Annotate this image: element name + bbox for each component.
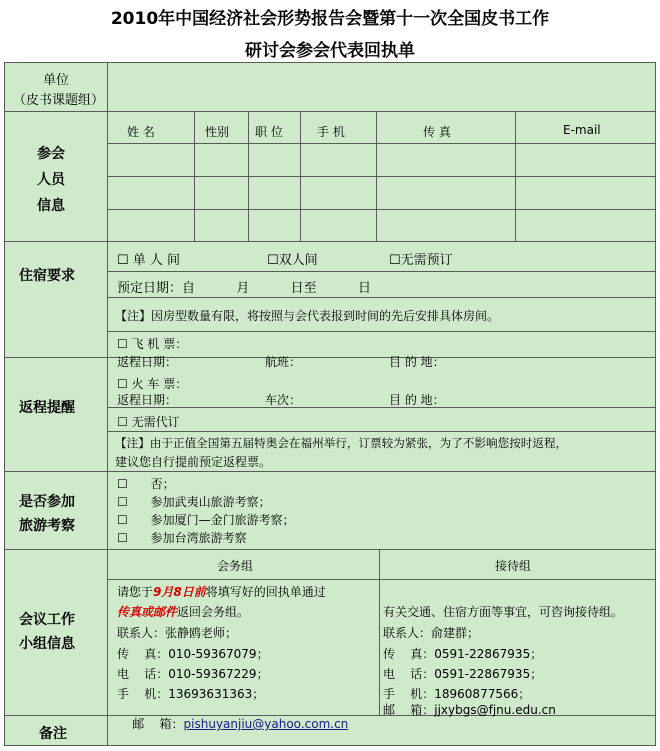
divider bbox=[5, 471, 655, 472]
tour-label-1: 是否参加 bbox=[19, 494, 75, 510]
affairs-return: 返回会务组。 bbox=[177, 605, 250, 619]
train-return-date[interactable]: 返程日期： bbox=[117, 393, 178, 407]
divider bbox=[107, 297, 655, 298]
affairs-fax: 传 真：010-59367079； bbox=[117, 647, 269, 661]
col-name: 姓 名 bbox=[127, 125, 155, 139]
divider bbox=[107, 407, 655, 408]
return-note-2: 建议您自行提前预定返程票。 bbox=[115, 455, 272, 469]
affairs-group-title: 会务组 bbox=[217, 559, 254, 573]
affairs-tel: 电 话：010-59367229； bbox=[117, 667, 269, 681]
divider bbox=[107, 331, 655, 332]
affairs-mobile: 手 机：13693631363； bbox=[117, 687, 265, 701]
divider bbox=[376, 111, 377, 241]
affairs-contact: 联系人：张静鸥老师； bbox=[117, 626, 238, 640]
reception-fax: 传 真：0591-22867935； bbox=[383, 647, 543, 661]
working-group-label-1: 会议工作 bbox=[19, 612, 75, 628]
double-room-checkbox[interactable]: ☐双人间 bbox=[267, 253, 318, 268]
affairs-email-link[interactable]: pishuyanjiu@yahoo.com.cn bbox=[183, 717, 349, 731]
divider bbox=[5, 549, 655, 550]
no-booking-checkbox[interactable]: ☐无需预订 bbox=[389, 253, 453, 268]
train-destination[interactable]: 目 的 地： bbox=[389, 393, 445, 407]
divider bbox=[107, 271, 655, 272]
divider bbox=[5, 111, 655, 112]
divider bbox=[248, 111, 249, 241]
divider bbox=[107, 176, 655, 177]
form-title-line2: 研讨会参会代表回执单 bbox=[245, 41, 415, 61]
attendees-label-1: 参会 bbox=[37, 146, 65, 162]
tour-wuyishan-checkbox[interactable]: ☐ 参加武夷山旅游考察； bbox=[117, 495, 271, 509]
tour-label-2: 旅游考察 bbox=[19, 518, 75, 534]
attendees-label-3: 信息 bbox=[37, 198, 65, 214]
reception-group-title: 接待组 bbox=[495, 559, 532, 573]
lodging-label: 住宿要求 bbox=[19, 268, 75, 284]
tour-xiamen-kinmen-checkbox[interactable]: ☐ 参加厦门—金门旅游考察； bbox=[117, 513, 295, 527]
divider bbox=[107, 63, 108, 746]
divider bbox=[5, 357, 655, 358]
tour-no-checkbox[interactable]: ☐ 否； bbox=[117, 477, 175, 491]
divider bbox=[5, 241, 655, 242]
reception-desc: 有关交通、住宿方面等事宜，可咨询接待组。 bbox=[383, 605, 624, 619]
flight-number[interactable]: 航班： bbox=[265, 355, 302, 369]
reception-contact: 联系人：俞建群； bbox=[383, 626, 480, 640]
tour-taiwan-checkbox[interactable]: ☐ 参加台湾旅游考察 bbox=[117, 531, 247, 545]
form-title-line1: 2010年中国经济社会形势报告会暨第十一次全国皮书工作 bbox=[110, 9, 550, 29]
col-position: 职 位 bbox=[255, 125, 283, 139]
divider bbox=[194, 111, 195, 241]
reception-mobile: 手 机：18960877566； bbox=[383, 687, 531, 701]
affairs-deadline: 9月8日前 bbox=[153, 585, 206, 599]
col-fax: 传 真 bbox=[423, 125, 451, 139]
divider bbox=[515, 111, 516, 241]
plane-destination[interactable]: 目 的 地： bbox=[389, 355, 445, 369]
divider bbox=[379, 549, 380, 715]
reception-email: 邮 箱：jjxybgs@fjnu.edu.cn bbox=[383, 703, 556, 717]
divider bbox=[107, 209, 655, 210]
attendees-label-2: 人员 bbox=[37, 172, 65, 188]
plane-ticket-checkbox[interactable]: ☐ 飞 机 票： bbox=[117, 337, 188, 351]
col-email: E-mail bbox=[563, 123, 601, 137]
divider bbox=[300, 111, 301, 241]
affairs-method: 传真或邮件 bbox=[117, 605, 178, 619]
divider bbox=[107, 579, 655, 580]
return-note-1: 【注】由于正值全国第五届特奥会在福州举行，订票较为紧张，为了不影响您按时返程， bbox=[115, 436, 568, 450]
lodging-note: 【注】因房型数量有限，将按照与会代表报到时间的先后安排具体房间。 bbox=[115, 309, 500, 323]
remarks-label: 备注 bbox=[39, 726, 67, 742]
unit-sublabel: （皮书课题组） bbox=[13, 93, 105, 108]
divider bbox=[107, 431, 655, 432]
plane-return-date[interactable]: 返程日期： bbox=[117, 355, 178, 369]
registration-form bbox=[4, 62, 656, 746]
booking-date[interactable]: 预定日期：自 月 日至 日 bbox=[117, 281, 371, 296]
unit-label: 单位 bbox=[43, 73, 70, 88]
train-ticket-checkbox[interactable]: ☐ 火 车 票： bbox=[117, 377, 188, 391]
divider bbox=[107, 143, 655, 144]
affairs-instruction-a: 请您于 bbox=[117, 585, 154, 599]
col-mobile: 手 机 bbox=[317, 125, 345, 139]
reception-tel: 电 话：0591-22867935； bbox=[383, 667, 543, 681]
affairs-instruction-c: 将填写好的回执单通过 bbox=[205, 585, 326, 599]
col-gender: 性别 bbox=[205, 125, 230, 139]
single-room-checkbox[interactable]: ☐ 单 人 间 bbox=[117, 253, 181, 268]
return-label: 返程提醒 bbox=[19, 400, 75, 416]
no-ticket-checkbox[interactable]: ☐ 无需代订 bbox=[117, 415, 180, 429]
train-number[interactable]: 车次： bbox=[265, 393, 302, 407]
affairs-email-label: 邮 箱： bbox=[132, 717, 184, 731]
working-group-label-2: 小组信息 bbox=[19, 636, 75, 652]
